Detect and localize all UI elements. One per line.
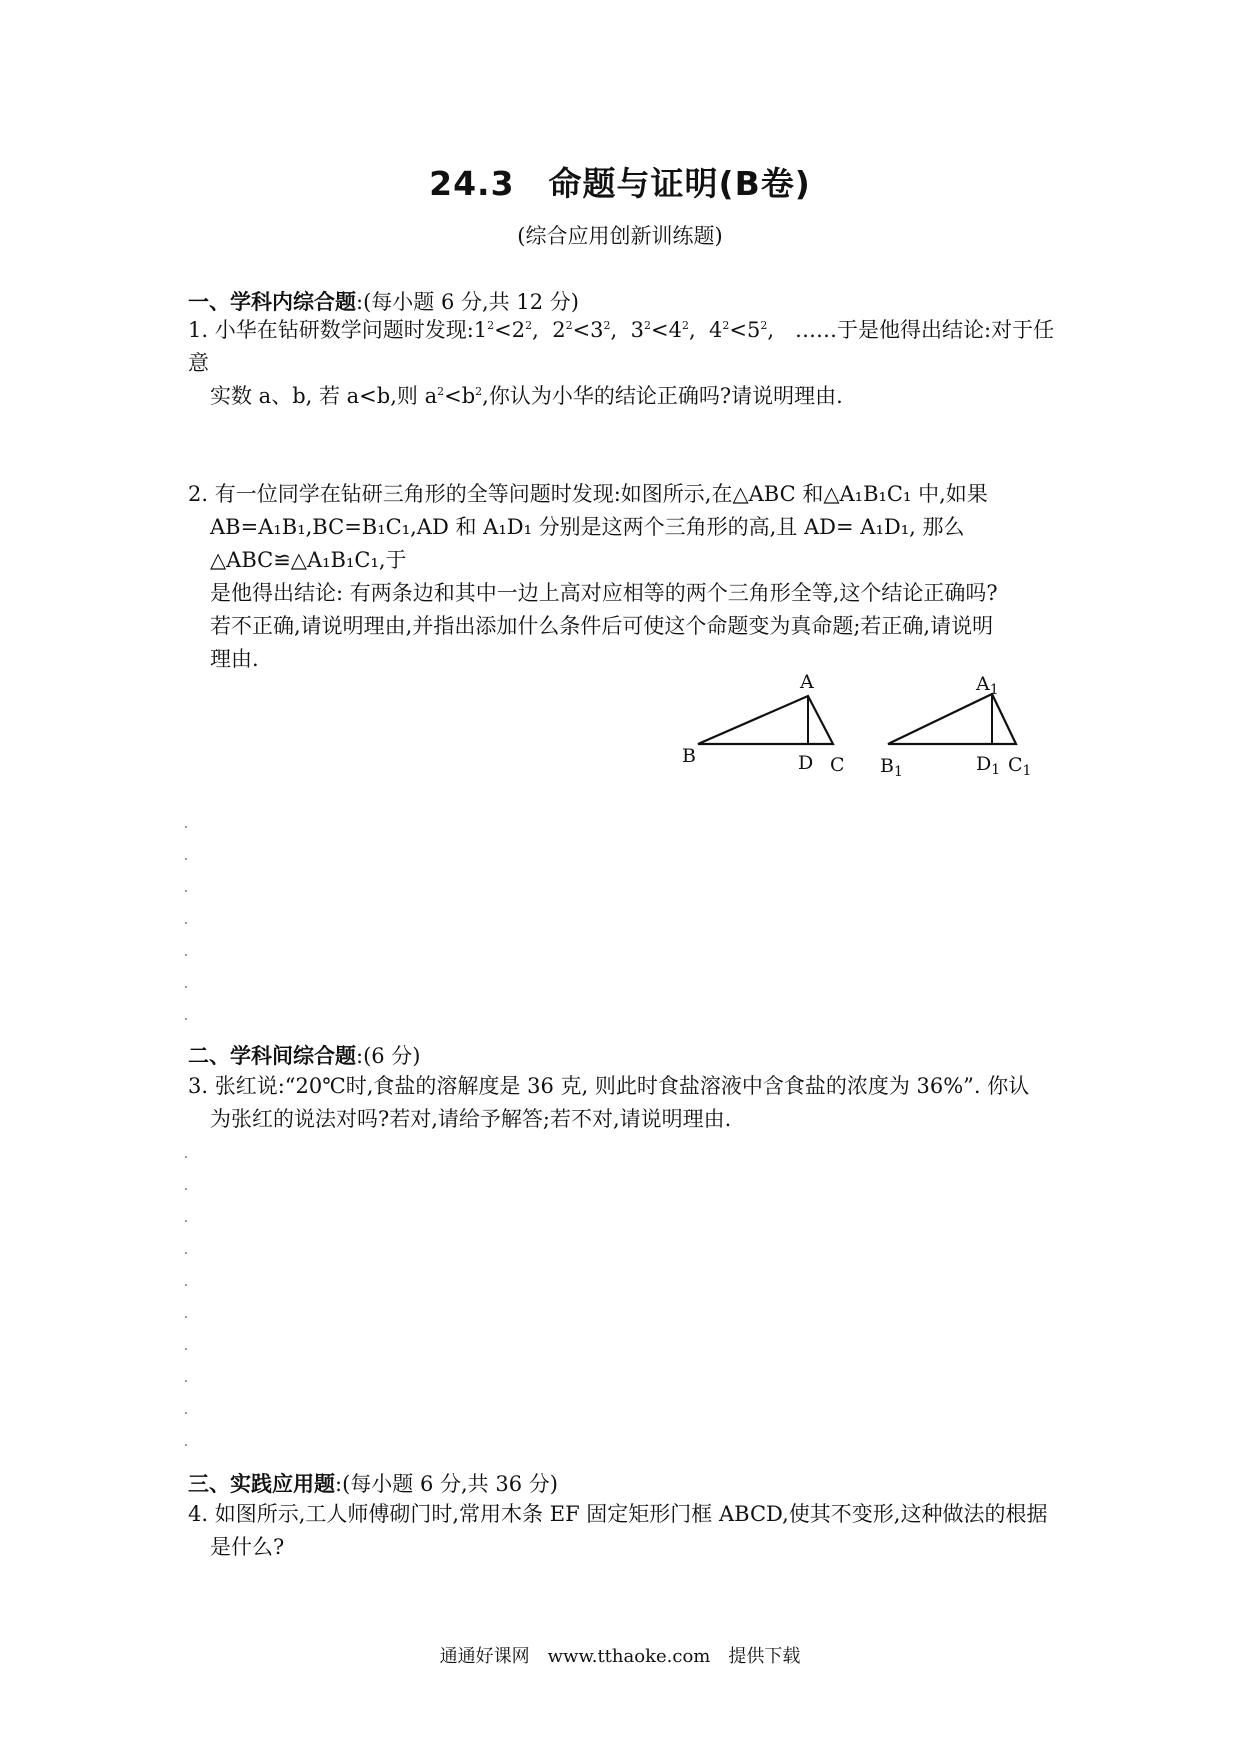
margin-dot bbox=[185, 922, 187, 924]
label-d1: $D_1$ bbox=[976, 753, 1001, 778]
margin-dot bbox=[185, 986, 187, 988]
section-note: :(每小题 6 分,共 12 分) bbox=[356, 290, 579, 314]
triangle-a1b1c1 bbox=[880, 673, 1031, 780]
section-heading-1 bbox=[188, 286, 579, 316]
section-title: 二、学科间综合题 bbox=[188, 1044, 356, 1068]
margin-dot bbox=[185, 1444, 187, 1446]
label-b1: $B_1$ bbox=[880, 755, 903, 780]
question-1-line-2: 实数 a、b, 若 a<b,则 $a^2<b^2$,你认为小华的结论正确吗?请说明理由. bbox=[210, 384, 843, 408]
margin-dot bbox=[185, 1018, 187, 1020]
label-a: A bbox=[800, 671, 814, 693]
question-1 bbox=[188, 314, 1060, 413]
question-2-line: 若不正确,请说明理由,并指出添加什么条件后可使这个命题变为真命题;若正确,请说明 bbox=[210, 614, 994, 638]
section-title: 一、学科内综合题 bbox=[188, 290, 356, 314]
question-4 bbox=[188, 1498, 1060, 1564]
question-3-line: 3. 张红说:“20℃时,食盐的溶解度是 36 克, 则此时食盐溶液中含食盐的浓度为 36%”. 你认 bbox=[188, 1074, 1030, 1098]
section-note: :(6 分) bbox=[356, 1044, 421, 1068]
triangle-abc bbox=[682, 671, 845, 776]
margin-dot bbox=[185, 1284, 187, 1286]
margin-dot bbox=[185, 1380, 187, 1382]
section-heading-3 bbox=[188, 1468, 558, 1498]
triangle-abc-outline bbox=[698, 696, 833, 744]
question-1-line-1: 1. 小华在钻研数学问题时发现$:1^2<2^2$, $2^2<3^2$, $3^2<4^2$, $4^2<5^2$, ……于是他得出结论:对于任意 bbox=[188, 318, 1055, 375]
label-c1: $C_1$ bbox=[1008, 754, 1032, 779]
margin-dot bbox=[185, 1348, 187, 1350]
margin-dot bbox=[185, 1412, 187, 1414]
label-b: B bbox=[682, 745, 696, 767]
triangles-figure bbox=[680, 660, 1080, 790]
label-a1: $A_1$ bbox=[976, 673, 999, 698]
question-2-line: 是他得出结论: 有两条边和其中一边上高对应相等的两个三角形全等,这个结论正确吗? bbox=[210, 581, 998, 605]
margin-dot bbox=[185, 1316, 187, 1318]
section-title: 三、实践应用题 bbox=[188, 1472, 335, 1496]
question-3 bbox=[188, 1070, 1060, 1136]
section-heading-2 bbox=[188, 1040, 421, 1070]
margin-dot bbox=[185, 858, 187, 860]
question-2-line: 2. 有一位同学在钻研三角形的全等问题时发现:如图所示,在△ABC 和△A₁B₁C₁ 中,如果 bbox=[188, 482, 988, 506]
question-4-line: 4. 如图所示,工人师傅砌门时,常用木条 EF 固定矩形门框 ABCD,使其不变形,这种做法的根据 bbox=[188, 1502, 1048, 1526]
question-2-line: 理由. bbox=[210, 647, 259, 671]
margin-dot bbox=[185, 1156, 187, 1158]
question-2-line: AB=A₁B₁,BC=B₁C₁,AD 和 A₁D₁ 分别是这两个三角形的高,且 AD= A₁D₁, 那么△ABC≌△A₁B₁C₁,于 bbox=[210, 515, 965, 572]
question-2 bbox=[188, 478, 1060, 676]
triangle-a1b1c1-outline bbox=[888, 694, 1016, 744]
margin-dot bbox=[185, 1252, 187, 1254]
question-4-line: 是什么? bbox=[210, 1535, 285, 1559]
footer-credit: 通通好课网 www.tthaoke.com 提供下载 bbox=[439, 1646, 801, 1667]
question-3-line: 为张红的说法对吗?若对,请给予解答;若不对,请说明理由. bbox=[210, 1107, 732, 1131]
margin-dot bbox=[185, 1220, 187, 1222]
margin-dot bbox=[185, 954, 187, 956]
page-title: 24.3 命题与证明(B卷) bbox=[429, 164, 811, 203]
label-d: D bbox=[798, 752, 814, 774]
label-c: C bbox=[830, 754, 845, 776]
margin-dot bbox=[185, 826, 187, 828]
margin-dot bbox=[185, 890, 187, 892]
margin-dot bbox=[185, 1188, 187, 1190]
section-note: :(每小题 6 分,共 36 分) bbox=[335, 1472, 558, 1496]
page-subtitle: (综合应用创新训练题) bbox=[517, 224, 723, 248]
